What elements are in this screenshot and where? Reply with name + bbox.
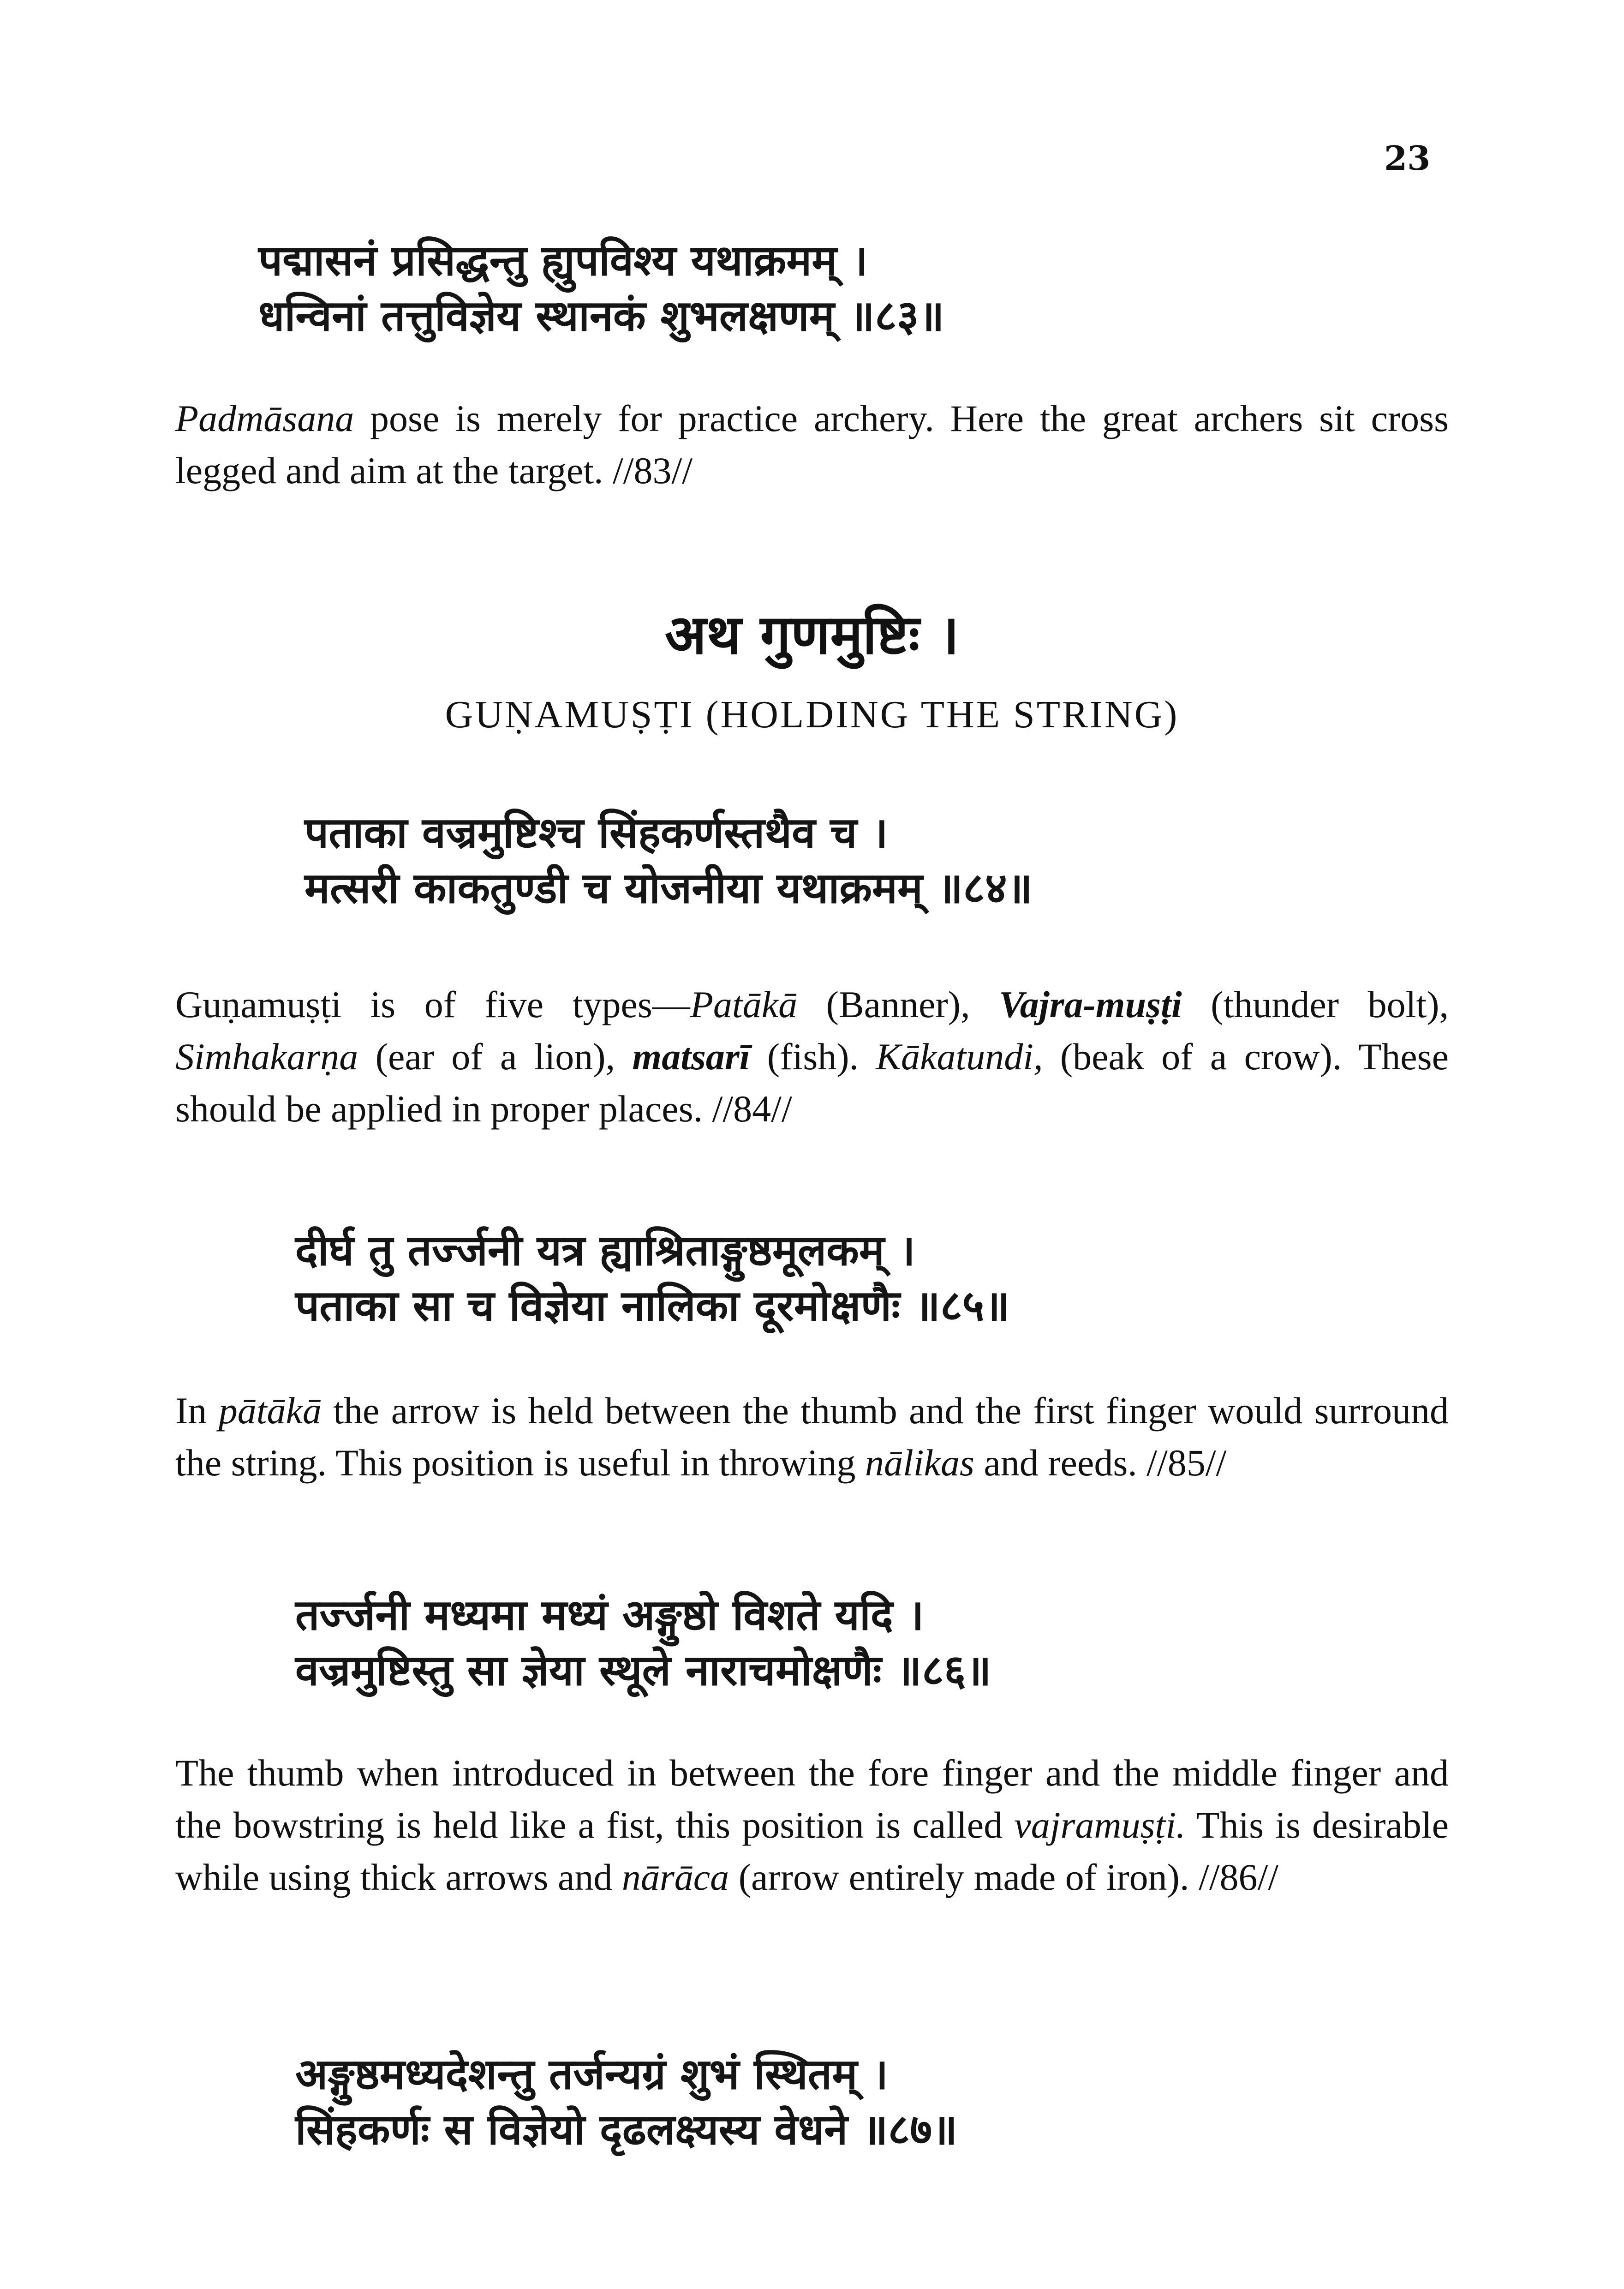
verse-83 bbox=[258, 233, 944, 344]
verse-87 bbox=[295, 2047, 957, 2157]
text: This is desirable while using thick arrows and bbox=[175, 1804, 1449, 1898]
section-heading-sanskrit: अथ गुणमुष्टिः । bbox=[664, 603, 960, 666]
page-number: 23 bbox=[1384, 138, 1431, 178]
term: matsarī bbox=[632, 1036, 750, 1078]
text: Guṇamuṣṭi is of five types— bbox=[175, 983, 690, 1025]
translation-84 bbox=[175, 978, 1449, 1135]
term: Vajra-muṣṭi bbox=[999, 983, 1182, 1025]
verse-line: पताका सा च विज्ञेया नालिका दूरमोक्षणैः ॥८५॥ bbox=[295, 1281, 1010, 1330]
text: the arrow is held between the thumb and the first finger would surround the string. This position is useful in throwing bbox=[175, 1390, 1449, 1484]
verse-86 bbox=[295, 1588, 991, 1698]
verse-line: तर्ज्जनी मध्यमा मध्यं अङ्गुष्ठो विशते यदि । bbox=[295, 1590, 924, 1640]
verse-line: सिंहकर्णः स विज्ञेयो दृढलक्ष्यस्य वेधने ॥८७॥ bbox=[295, 2105, 958, 2154]
translation-83 bbox=[175, 392, 1449, 497]
verse-line: मत्सरी काकतुण्डी च योजनीया यथाक्रमम् ॥८४॥ bbox=[304, 863, 1033, 913]
text: (thunder bolt), bbox=[1182, 983, 1449, 1025]
term: nārāca bbox=[621, 1856, 729, 1898]
term: vajramuṣṭi. bbox=[1014, 1804, 1186, 1846]
verse-line: दीर्घ तु तर्ज्जनी यत्र ह्याश्रिताङ्गुष्ठमूलकम् । bbox=[295, 1226, 915, 1275]
text: In bbox=[175, 1390, 219, 1432]
term: Patākā bbox=[690, 983, 798, 1025]
text: (beak of a crow). These should be applied in proper places. //84// bbox=[175, 1036, 1449, 1130]
term: pātākā bbox=[218, 1390, 322, 1432]
text: (Banner), bbox=[797, 983, 999, 1025]
text: The thumb when introduced in between the fore finger and the middle finger and the bowstring is held like a fist, this position is called bbox=[175, 1752, 1449, 1846]
text: (arrow entirely made of iron). //86// bbox=[729, 1856, 1279, 1898]
verse-line: वज्रमुष्टिस्तु सा ज्ञेया स्थूले नाराचमोक्षणैः ॥८६॥ bbox=[295, 1646, 991, 1695]
text: (ear of a lion), bbox=[358, 1036, 633, 1078]
text: pose is merely for practice archery. Here the great archers sit cross legged and aim at the target. //83// bbox=[175, 397, 1449, 491]
term: Padmāsana bbox=[175, 397, 354, 439]
verse-84 bbox=[304, 805, 1033, 916]
term: Kākatundi, bbox=[876, 1036, 1043, 1078]
verse-line: पताका वज्रमुष्टिश्च सिंहकर्णस्तथैव च । bbox=[304, 808, 888, 857]
term: nālikas bbox=[865, 1442, 974, 1484]
verse-line: पद्मासनं प्रसिद्धन्तु ह्युपविश्य यथाक्रमम् । bbox=[258, 236, 868, 285]
text: and reeds. //85// bbox=[974, 1442, 1227, 1484]
term: Simhakarṇa bbox=[175, 1036, 358, 1078]
verse-line: अङ्गुष्ठमध्यदेशन्तु तर्जन्यग्रं शुभं स्थितम् । bbox=[295, 2049, 889, 2099]
translation-85 bbox=[175, 1384, 1449, 1489]
verse-85 bbox=[295, 1223, 1010, 1334]
verse-line: धन्विनां तत्तुविज्ञेय स्थानकं शुभलक्षणम् ॥८३॥ bbox=[258, 291, 944, 341]
section-heading-english: GUṆAMUṢṬI (HOLDING THE STRING) bbox=[445, 693, 1179, 736]
translation-86 bbox=[175, 1747, 1449, 1903]
text: (fish). bbox=[750, 1036, 876, 1078]
